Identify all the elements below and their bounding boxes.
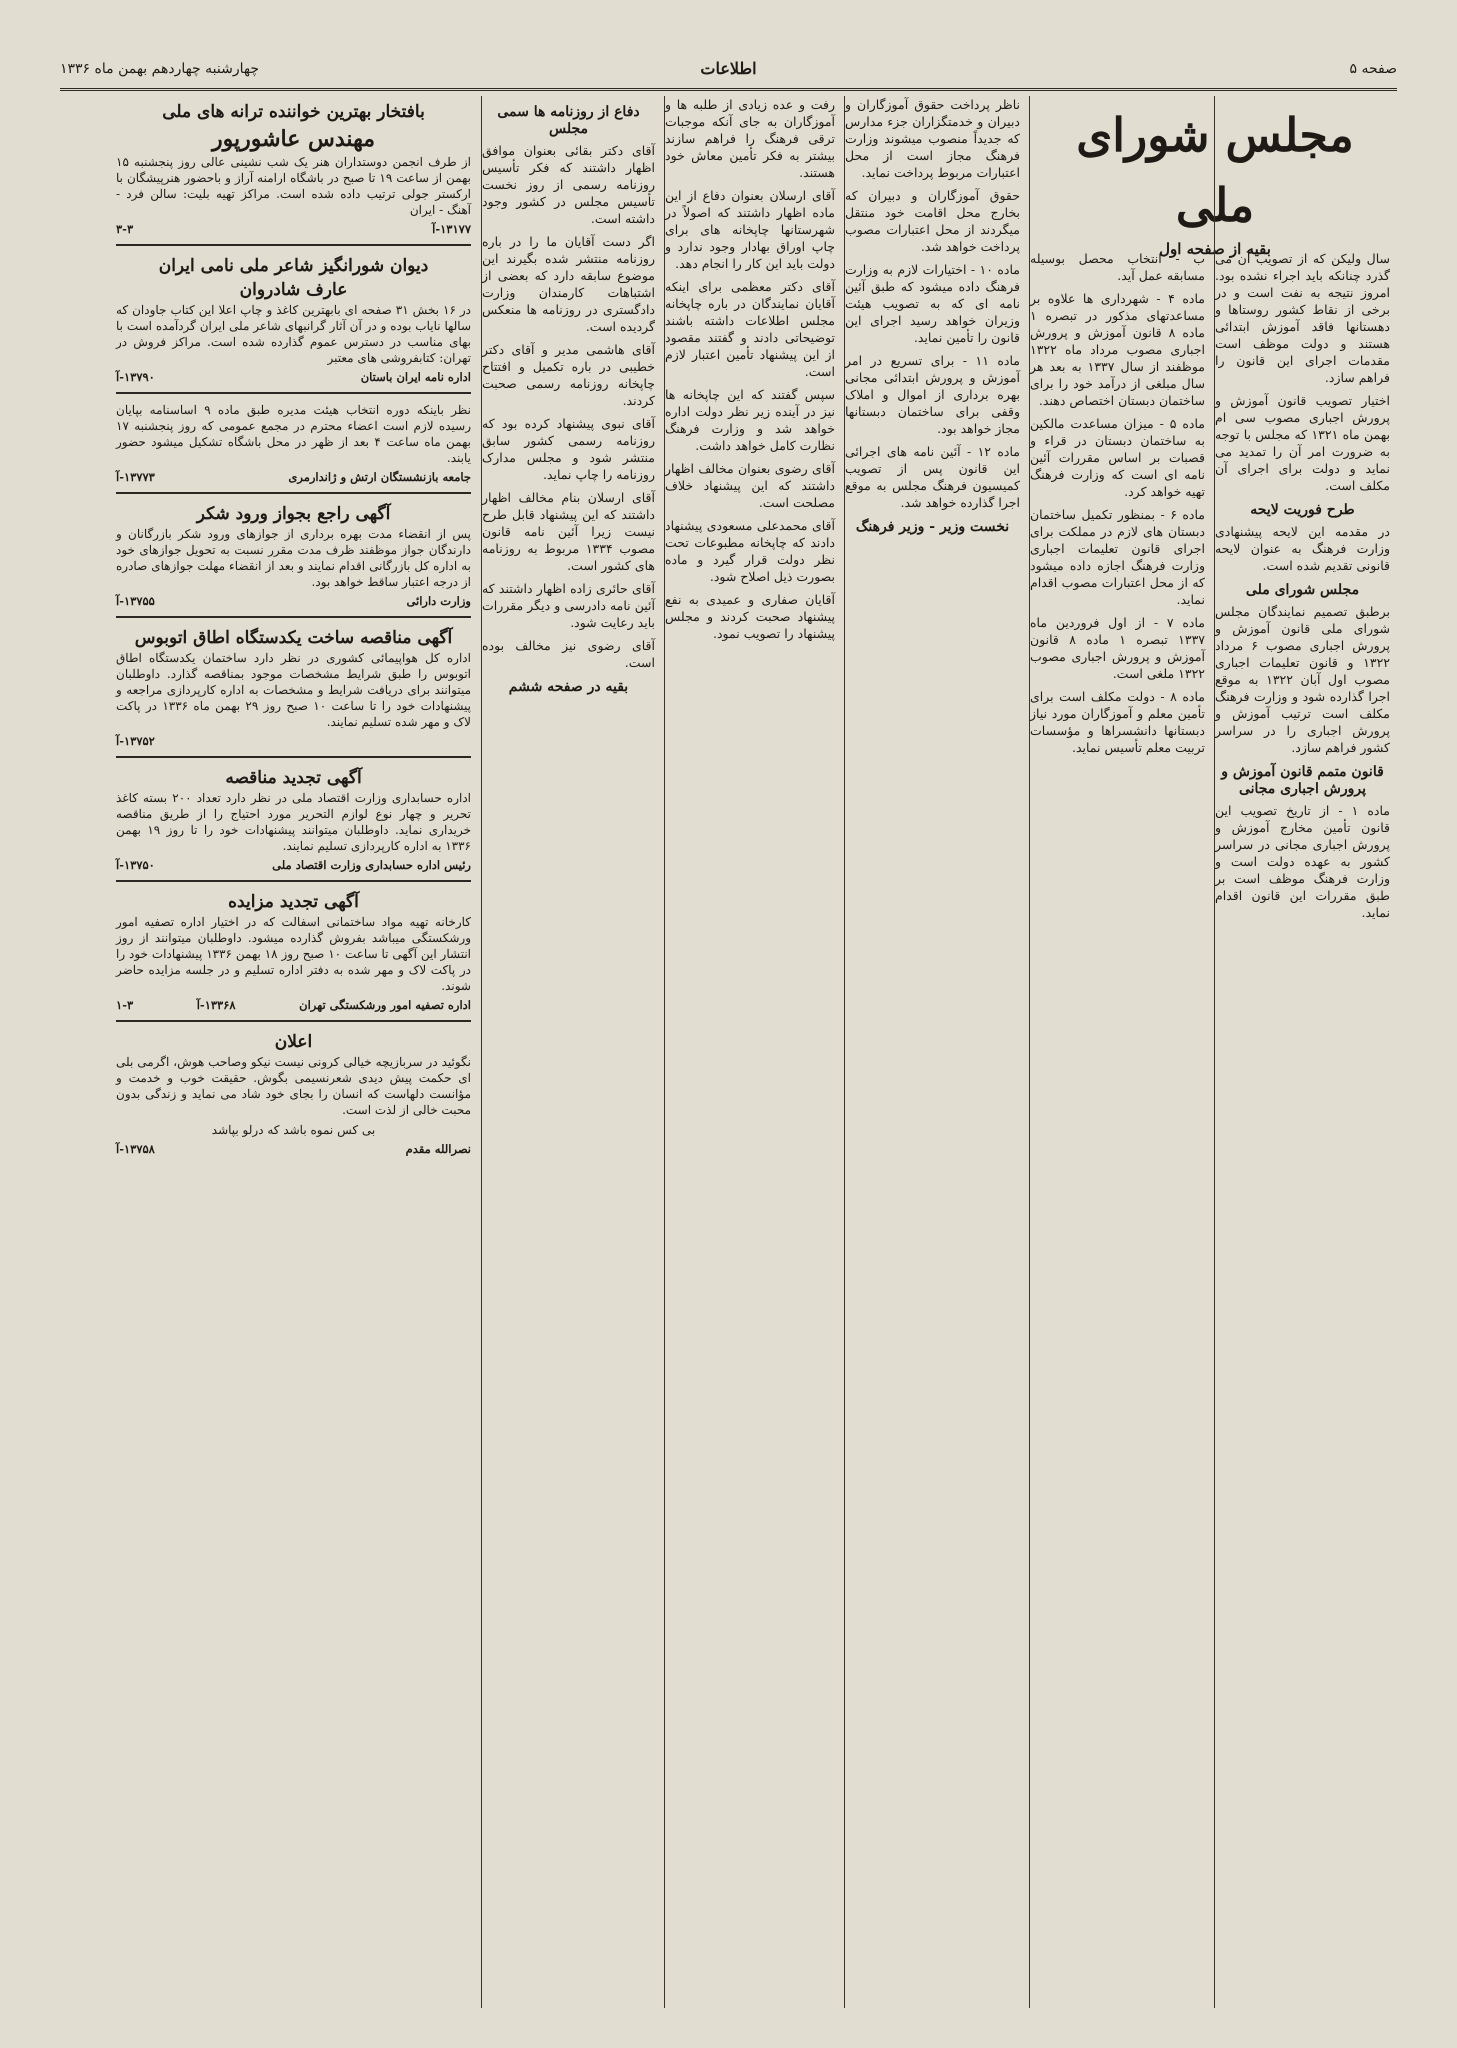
paragraph: برطبق تصمیم نمایندگان مجلس شورای ملی قانون آموزش و پرورش اجباری مصوب ۶ مرداد ۱۳۲۲ و قانون تعلیمات اجباری مصوب اول آبان ۱۳۲۲ به موقع اجرا گذارده شود و وزارت فرهنگ مکلف است ترتیب آموزش و پرورش اجباری را در سراسر کشور فراهم سازد. [1215, 604, 1390, 755]
paragraph: ناظر پرداخت حقوق آموزگاران و دبیران و خدمتگزاران جزء مدارس که جدیداً منصوب میشوند وزارت فرهنگ مجاز است از محل اعتبارات مربوط پرداخت نماید. [845, 97, 1020, 180]
ad-code: ۳-۳ [116, 222, 134, 236]
paragraph: رفت و عده زیادی از طلبه ها و آموزگاران به جای آنکه موجبات ترقی فرهنگ را فراهم سازند بیشتر به فکر تأمین معاش خود هستند. [665, 97, 835, 180]
paragraph: آقای رضوی بعنوان مخالف اظهار داشتند که این پیشنهاد خلاف مصلحت است. [665, 461, 835, 510]
ad-ref: ۱۳۷۵۲-آ [116, 734, 155, 748]
page-header [60, 54, 1397, 91]
paragraph: ماده ۱۲ - آئین نامه های اجرائی این قانون پس از تصویب کمیسیون فرهنگ مجلس به موقع اجرا گذارده خواهد شد. [845, 444, 1021, 510]
paragraph: ماده ۵ - میزان مساعدت مالکین به ساختمان دبستان در قراء و قصبات بر اساس مقررات آئین نامه ای است که وزارت فرهنگ تهیه خواهد کرد. [1030, 416, 1205, 499]
ad-book [116, 250, 471, 394]
paragraph: آقای حائری زاده اظهار داشتند که آئین نامه دادرسی و دیگر مقررات باید رعایت شود. [482, 581, 655, 630]
paper-name: اطلاعات [700, 59, 757, 78]
ad-notice [116, 1026, 471, 1164]
ad-ref: ۱۳۷۵۰-آ [116, 858, 155, 872]
ad-subtitle: عارف شادروان [239, 280, 348, 300]
paragraph: ب - انتخاب محصل بوسیله مسابقه عمل آید. [1030, 251, 1205, 283]
ad-kicker: بافتخار بهترین خواننده ترانه های ملی [162, 102, 425, 122]
ad-renewed-tender [116, 762, 471, 882]
paragraph: آقای دکتر بقائی بعنوان موافق اظهار داشتند که فکر تأسیس روزنامه رسمی از روز نخست تأسیس مجلس در کشور وجود داشته است. [482, 143, 655, 226]
ad-footer [116, 593, 471, 610]
ad-footer [116, 857, 471, 874]
paragraph: ماده ۱۰ - اختیارات لازم به وزارت فرهنگ داده میشود که طبق آئین نامه ای که به تصویب هیئت وزیران خواهد رسید اجرای این قانون را تأمین نماید. [845, 262, 1020, 345]
ad-title: مهندس عاشورپور [212, 126, 375, 152]
ad-bus-tender [116, 622, 471, 758]
ad-ref: ۱۳۷۵۵-آ [116, 594, 155, 608]
ad-ref: ۱۳۷۵۸-آ [116, 1142, 155, 1156]
ad-body: پس از انقضاء مدت بهره برداری از جوازهای ورود شکر بازرگانان و دارندگان جواز موظفند ظرف مدت مقرر نسبت به تحویل جوازهای خود به اداره کل بازرگانی اقدام نمایند و بعد از انقضاء مهلت جوازهای صادره از درجه اعتبار ساقط خواهد بود. [116, 527, 471, 589]
paragraph: اختیار تصویب قانون آموزش و پرورش اجباری مصوب سی ام بهمن ماه ۱۳۲۱ که مجلس با توجه به ضرورت امر آن را تمدید می نماید و دولت برای اجرای آن مکلف است. [1215, 393, 1390, 493]
article-column-3 [840, 96, 1025, 2008]
ads-column [110, 96, 477, 2008]
paragraph: اگر دست آقایان ما را در باره روزنامه منتشر شده بگیرند این موضوع سابقه دارد که بعضی از اشتباهات کارمندان وزارت دادگستری در روزنامه ها منعکس گردیده است. [482, 234, 655, 334]
ad-body: نگوئید در سربازیچه خیالی کرونی نیست نیکو وصاحب هوش، اگرمی بلی ای حکمت پیش دیدی شعرنسیمی بگوش. حقیقت خوب و خدمت و مؤانست دلهاست که انسان را بجای خود شاد می نماید و زندگی بدون محبت خالی از لذت است. [116, 1055, 471, 1117]
paragraph: آقای رضوی نیز مخالف بوده است. [482, 638, 655, 670]
ad-concert [116, 96, 471, 246]
ad-body: کارخانه تهیه مواد ساختمانی اسفالت که در اختیار اداره تصفیه امور ورشکستگی میباشد بفروش گذارده میشود. داوطلبان میتوانند از روز انتشار این آگهی تا ساعت ۱۰ صبح روز ۱۸ بهمن ۱۳۳۶ پیشنهادات خود را در پاکت لاک و مهر شده به دفتر اداره تسلیم و در جلسه مزایده حاضر شوند. [116, 915, 472, 993]
ad-footer [116, 469, 471, 486]
paragraph: آقای محمدعلی مسعودی پیشنهاد دادند که چاپخانه مطبوعات تحت نظر دولت قرار گیرد و ماده بصورت ذیل اصلاح شود. [665, 518, 835, 584]
ad-title: آگهی تجدید مناقصه [225, 768, 362, 788]
ad-title: اعلان [274, 1032, 313, 1052]
ad-body: اداره حسابداری وزارت اقتصاد ملی در نظر دارد تعداد ۲۰۰ بسته کاغذ تحریر و چهار نوع لوازم التحریر مورد احتیاج را از طریق مناقصه خریداری نماید. داوطلبان میتوانند پیشنهادات خود را تا روز ۱۹ بهمن ۱۳۳۶ به اداره کارپردازی تسلیم نمایند. [116, 791, 471, 853]
paragraph: آقای هاشمی مدیر و آقای دکتر خطیبی در باره تکمیل و افتتاح چاپخانه روزنامه رسمی صحبت کردند. [482, 342, 655, 408]
ad-signature: نصرالله مقدم [405, 1142, 471, 1156]
paragraph: آقای ارسلان بنام مخالف اظهار داشتند که این پیشنهاد قابل طرح نیست زیرا آئین نامه قانون مصوب ۱۳۳۴ مربوط به روزنامه های کشور است. [482, 490, 656, 573]
paragraph: ماده ۱ - از تاریخ تصویب این قانون تأمین مخارج آموزش و پرورش اجباری مجانی در سراسر کشور به عهده دولت است و وزارت فرهنگ موظف است بر طبق مقررات این قانون اقدام نماید. [1215, 803, 1391, 920]
ad-ref: ۱۳۷۷۳-آ [116, 470, 155, 484]
ad-footer [116, 221, 471, 238]
lead-title: مجلس شورای ملی [1076, 108, 1354, 232]
lead-subtitle: بقیه از صفحه اول [1159, 240, 1271, 258]
paragraph: حقوق آموزگاران و دبیران که بخارج محل اقامت خود منتقل میگردند از محل اعتبارات مصوب پرداخت خواهد شد. [845, 188, 1020, 254]
ad-title: آگهی راجع بجواز ورود شکر [196, 504, 391, 524]
article-column-1 [1210, 250, 1395, 2008]
ad-retirees [116, 398, 471, 494]
ad-ref: ۱۳۷۹۰-آ [116, 370, 155, 384]
ad-body: نظر باینکه دوره انتخاب هیئت مدیره طبق ماده ۹ اساسنامه بپایان رسیده لازم است اعضاء محترم در مجمع عمومی که روز پنجشنبه ۱۷ بهمن ماه ساعت ۴ بعد از ظهر در محل باشگاه تشکیل میشود حضور یابند. [116, 403, 471, 465]
paragraph: آقای ارسلان بعنوان دفاع از این ماده اظهار داشتند که اصولاً در شهرستانها چاپخانه های برای چاپ اوراق بهادار وجود ندارد و دولت باید این کار را انجام دهد. [665, 188, 835, 271]
ad-body: از طرف انجمن دوستداران هنر یک شب نشینی عالی روز پنجشنبه ۱۵ بهمن از ساعت ۱۹ تا صبح در باشگاه ارامنه آراز و باحضور هنرپیشگان با ارکستر جولی ترتیب داده شده است. مراکز تهیه بلیت: سالن فرد - آهنگ - ایران [116, 155, 471, 217]
ad-footer [116, 997, 471, 1014]
ad-ref: ۱۳۳۶۸-آ [196, 998, 236, 1012]
ad-title: دیوان شورانگیز شاعر ملی نامی ایران [158, 256, 429, 276]
ad-body: اداره کل هواپیمائی کشوری در نظر دارد ساختمان یکدستگاه اطاق اتوبوس را طبق شرایط مشخصات موجود بمناقصه گذارد. داوطلبان میتوانند برای دریافت شرایط و مشخصات به اداره کارپردازی مراجعه و پیشنهادات خود را تا ساعت ۱۰ صبح روز ۲۹ بهمن ماه ۱۳۳۶ در پاکت لاک و مهر شده تسلیم نمایند. [116, 651, 472, 729]
ad-sponsor: اداره نامه ایران باستان [360, 370, 471, 384]
ad-sponsor: جامعه بازنشستگان ارتش و ژاندارمری [288, 470, 471, 484]
ad-ref: ۱۳۱۷۷-آ [432, 222, 471, 236]
ad-code: ۱-۳ [116, 998, 134, 1012]
section-heading: طرح فوریت لایحه [1250, 502, 1355, 518]
paragraph: در مقدمه این لایحه پیشنهادی وزارت فرهنگ به عنوان لایحه قانونی تقدیم شده است. [1215, 524, 1390, 573]
paragraph: ماده ۶ - بمنظور تکمیل ساختمان دبستان های لازم در مملکت برای اجرای قانون تعلیمات اجباری وزارت فرهنگ اجازه داده میشود که از محل اعتبارات مصوب اقدام نماید. [1030, 507, 1205, 607]
ad-title: آگهی مناقصه ساخت یکدستگاه اطاق اتوبوس [134, 628, 453, 648]
paragraph: آقای دکتر معظمی برای اینکه آقایان نمایندگان در باره چاپخانه مجلس اطلاعات داشته باشند توضیحاتی دادند و گفتند مقصود از این پیشنهاد تأمین اعتبار لازم است. [665, 279, 835, 379]
paragraph: ماده ۷ - از اول فروردین ماه ۱۳۳۷ تبصره ۱ ماده ۸ قانون آموزش و پرورش اجباری مصوب ۱۳۲۲ ملغی است. [1030, 615, 1206, 681]
ad-title: آگهی تجدید مزایده [228, 892, 359, 912]
article-column-5 [477, 96, 660, 2008]
paragraph: ماده ۴ - شهرداری ها علاوه بر مساعدتهای مذکور در تبصره ۱ ماده ۸ قانون آموزش و پرورش اجباری مصوب مرداد ماه ۱۳۲۲ موظفند از سال ۱۳۳۷ به بعد هر سال مبلغی از درآمد خود را برای ساختمان دبستان اختصاص دهند. [1030, 291, 1205, 408]
ad-sponsor: وزارت دارائی [406, 594, 471, 608]
paragraph: آقایان صفاری و عمیدی به نفع پیشنهاد صحبت کردند و مجلس پیشنهاد را تصویب نمود. [665, 592, 835, 641]
paragraph: سال ولیکن که از تصویب آن می گذرد چنانکه باید اجراء نشده بود. امروز نتیجه به نفت است و در برخی از نقاط کشور روستاها و دهستانها فاقد آموزش ابتدائی هستند و دولت موظف است مقدمات اجرای این قانون را فراهم سازد. [1215, 251, 1390, 385]
article-column-2 [1025, 250, 1210, 2008]
ad-sugar-permit [116, 498, 471, 618]
ad-footer [116, 1141, 471, 1158]
page-number: صفحه ۵ [1349, 61, 1397, 77]
paragraph: آقای نبوی پیشنهاد کرده بود که روزنامه رسمی کشور سابق منتشر شود و مجلس مدارک روزنامه را چاپ نماید. [482, 416, 655, 482]
ad-closing: بی کس نموه باشد که درلو بپاشد [211, 1123, 376, 1137]
paragraph: سپس گفتند که این چاپخانه ها نیز در آینده زیر نظر دولت اداره خواهد شد و وزارت فرهنگ نظارت کامل خواهد داشت. [665, 387, 835, 453]
ad-sponsor: اداره تصفیه امور ورشکستگی تهران [299, 998, 471, 1012]
ad-sponsor: رئیس اداره حسابداری وزارت اقتصاد ملی [272, 858, 471, 872]
issue-date: چهارشنبه چهاردهم بهمن ماه ۱۳۳۶ [60, 61, 259, 77]
continued-note: بقیه در صفحه ششم [508, 679, 629, 695]
ad-renewed-auction [116, 886, 471, 1022]
section-heading: دفاع از روزنامه ها سمی مجلس [497, 104, 640, 137]
ad-footer [116, 733, 471, 750]
ad-footer [116, 369, 471, 386]
paragraph: ماده ۸ - دولت مکلف است برای تأمین معلم و آموزگاران مورد نیاز دبستانها دانشسراها و مؤسسات تربیت معلم تأسیس نماید. [1030, 689, 1205, 755]
ad-body: در ۱۶ بخش ۳۱ صفحه ای بابهترین کاغذ و چاپ اعلا این کتاب جاودان که سالها نایاب بوده و در آن آثار گرانبهای شاعر ملی ایران گردآمده است با بهای مناسب در دسترس عموم گذارده شده است. مراکز فروش در تهران: کتابفروشی های معتبر [116, 303, 471, 365]
lead-headline [1035, 100, 1395, 258]
section-heading: مجلس شورای ملی [1245, 582, 1360, 598]
section-heading: قانون متمم قانون آموزش و پرورش اجباری مجانی [1221, 764, 1384, 797]
signature-line: نخست وزیر - وزیر فرهنگ [855, 519, 1010, 535]
paragraph: ماده ۱۱ - برای تسریع در امر آموزش و پرورش ابتدائی مجانی بهره برداری از اموال و املاک وقفی برای ساختمان دبستانها مجاز خواهد بود. [845, 353, 1020, 436]
article-column-4 [660, 96, 840, 2008]
